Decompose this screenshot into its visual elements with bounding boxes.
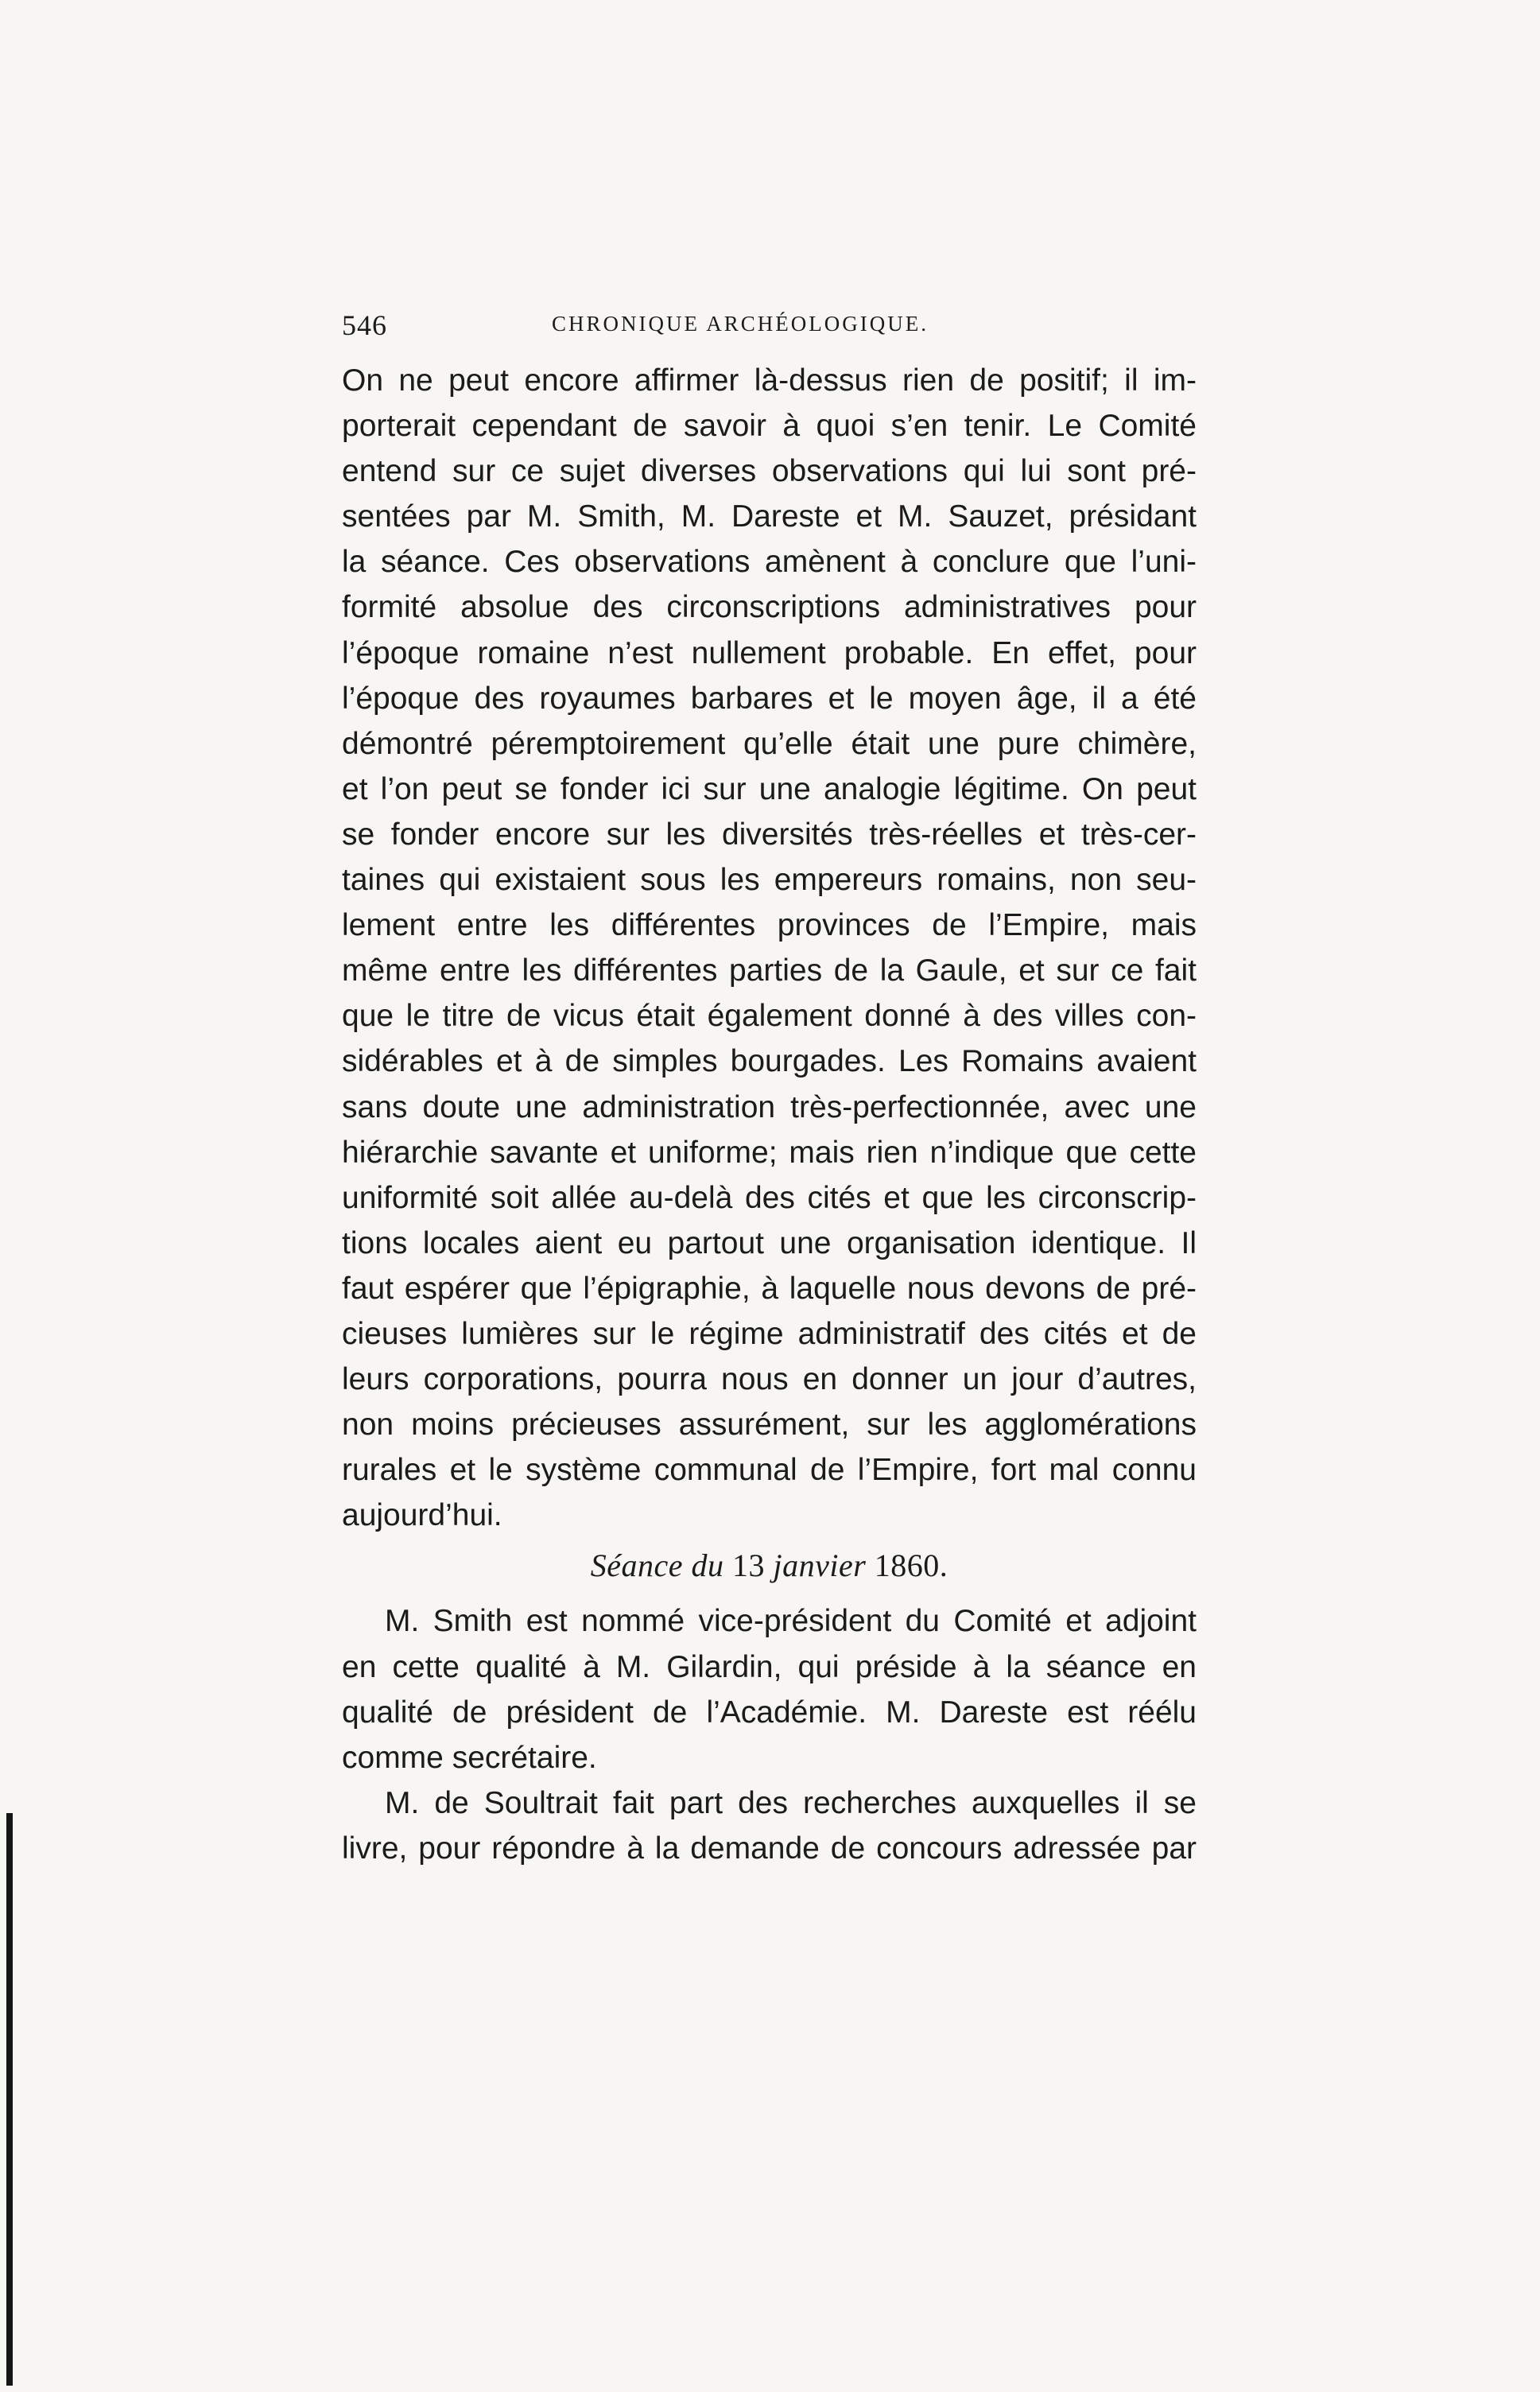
- heading-year: 1860.: [874, 1547, 948, 1584]
- heading-month: janvier: [773, 1547, 867, 1584]
- text-line: lement entre les différentes provinces de l’Empire, mais: [342, 908, 1197, 943]
- text-line: sans doute une administration très-perfectionnée, avec une: [342, 1089, 1197, 1124]
- text-line: porterait cependant de savoir à quoi s’en tenir. Le Comité: [342, 409, 1197, 444]
- running-head: CHRONIQUE ARCHÉOLOGIQUE.: [552, 312, 929, 336]
- text-line: l’époque romaine n’est nullement probable. En effet, pour: [342, 635, 1197, 670]
- text-line: cieuses lumières sur le régime administratif des cités et de: [342, 1316, 1197, 1351]
- text-line: aujourd’hui.: [342, 1498, 502, 1533]
- text-line: non moins précieuses assurément, sur les agglomérations: [342, 1408, 1197, 1443]
- text-line: et l’on peut se fonder ici sur une analogie légitime. On peut: [342, 771, 1197, 806]
- text-line: comme secrétaire.: [342, 1740, 597, 1775]
- text-line: se fonder encore sur les diversités très-réelles et très-cer-: [342, 817, 1197, 852]
- text-line: sentées par M. Smith, M. Dareste et M. Sauzet, présidant: [342, 499, 1197, 534]
- text-line: même entre les différentes parties de la Gaule, et sur ce fait: [342, 953, 1197, 988]
- text-line: rurales et le système communal de l’Empire, fort mal connu: [342, 1453, 1197, 1488]
- text-line: faut espérer que l’épigraphie, à laquelle nous devons de pré-: [342, 1271, 1197, 1306]
- text-line: M. Smith est nommé vice-président du Comité et adjoint: [385, 1604, 1197, 1639]
- heading-prefix: Séance du: [590, 1547, 724, 1584]
- text-line: entend sur ce sujet diverses observations qui lui sont pré-: [342, 454, 1197, 489]
- page-header: [342, 309, 1197, 348]
- text-line: On ne peut encore affirmer là-dessus rien de positif; il im-: [342, 363, 1197, 398]
- text-line: démontré péremptoirement qu’elle était une pure chimère,: [342, 726, 1197, 761]
- text-line: sidérables et à de simples bourgades. Les Romains avaient: [342, 1044, 1197, 1079]
- text-line: livre, pour répondre à la demande de concours adressée par: [342, 1831, 1197, 1866]
- text-line: tions locales aient eu partout une organisation identique. Il: [342, 1225, 1197, 1260]
- text-line: formité absolue des circonscriptions administratives pour: [342, 590, 1197, 625]
- paragraph-2: [342, 1598, 1197, 1780]
- text-line: la séance. Ces observations amènent à conclure que l’uni-: [342, 545, 1197, 580]
- text-body: [342, 358, 1197, 1871]
- text-line: que le titre de vicus était également donné à des villes con-: [342, 999, 1197, 1034]
- section-heading: [342, 1538, 1197, 1594]
- text-line: M. de Soultrait fait part des recherches auxquelles il se: [385, 1785, 1197, 1820]
- text-line: en cette qualité à M. Gilardin, qui préside à la séance en: [342, 1649, 1197, 1684]
- text-line: qualité de président de l’Académie. M. Dareste est réélu: [342, 1695, 1197, 1730]
- scan-binding-edge: [6, 1813, 13, 2386]
- text-line: uniformité soit allée au-delà des cités et que les circonscrip-: [342, 1180, 1197, 1215]
- page-number: 546: [342, 309, 387, 341]
- text-line: l’époque des royaumes barbares et le moyen âge, il a été: [342, 681, 1197, 716]
- paragraph-3: [342, 1780, 1197, 1871]
- text-line: hiérarchie savante et uniforme; mais rien n’indique que cette: [342, 1135, 1197, 1170]
- text-line: taines qui existaient sous les empereurs romains, non seu-: [342, 863, 1197, 898]
- paragraph-1: [342, 358, 1197, 1538]
- heading-day: 13: [731, 1547, 765, 1584]
- text-line: leurs corporations, pourra nous en donner un jour d’autres,: [342, 1362, 1197, 1397]
